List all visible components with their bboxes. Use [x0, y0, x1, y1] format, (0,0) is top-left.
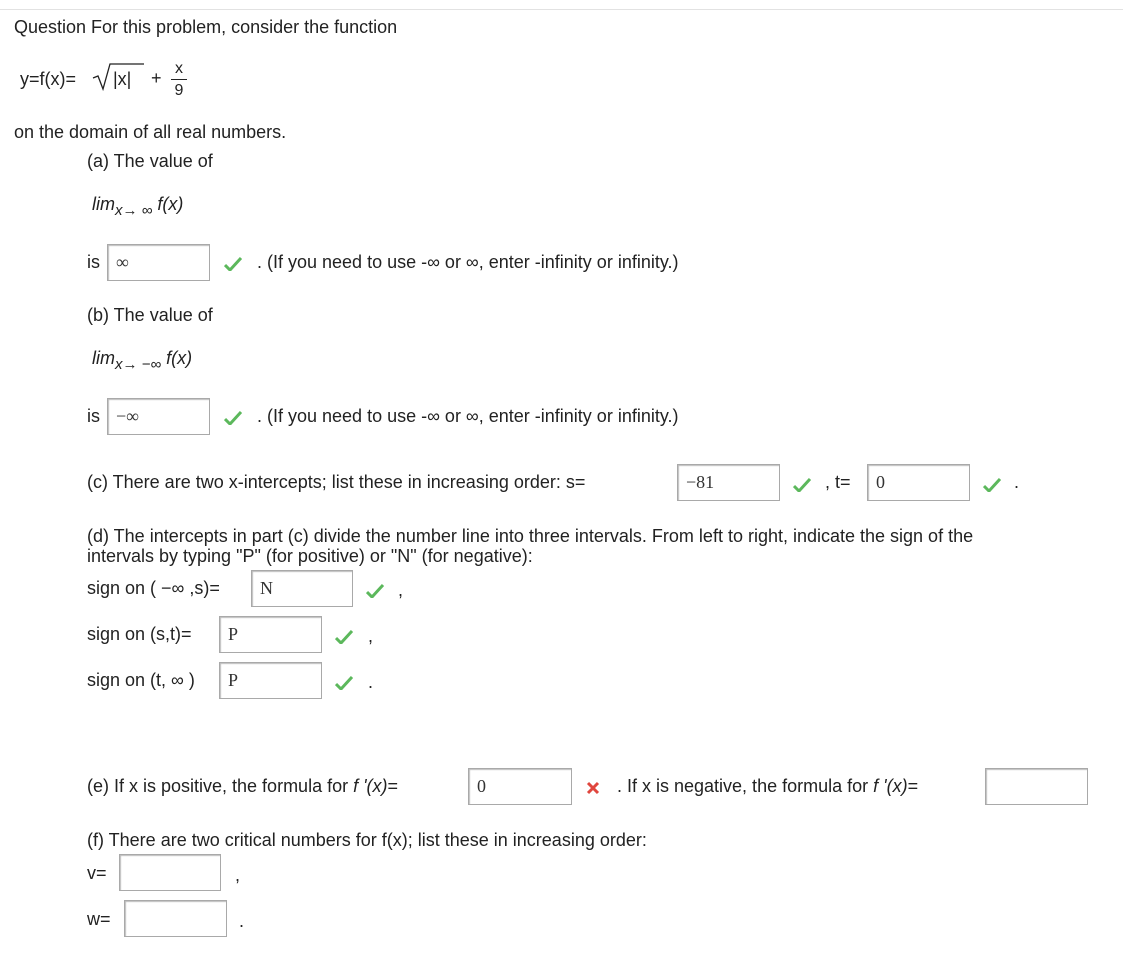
- part-a-intro: (a) The value of: [87, 151, 213, 171]
- part-b-answer-input[interactable]: −∞: [107, 398, 210, 435]
- sign2-input[interactable]: P: [219, 616, 322, 653]
- fraction-denominator: 9: [174, 82, 184, 99]
- check-icon: [224, 257, 242, 271]
- top-divider: [0, 9, 1123, 10]
- domain-text: on the domain of all real numbers.: [14, 122, 287, 142]
- v-input[interactable]: [119, 854, 221, 891]
- part-e-negative-text: . If x is negative, the formula for f '(x)=: [617, 776, 919, 796]
- part-a-answer-input[interactable]: ∞: [107, 244, 210, 281]
- cross-icon: [586, 781, 600, 795]
- function-plus: +: [151, 68, 162, 88]
- part-e-positive-text: (e) If x is positive, the formula for f '(x)=: [87, 776, 399, 796]
- part-e-negative-input[interactable]: [985, 768, 1088, 805]
- part-a-is-label: is: [87, 252, 100, 272]
- sign3-period: .: [368, 672, 374, 692]
- check-icon: [793, 478, 811, 492]
- part-c-t-input[interactable]: 0: [867, 464, 970, 501]
- part-c-period: .: [1014, 472, 1020, 492]
- sign2-comma: ,: [368, 626, 374, 646]
- w-label: w=: [87, 909, 111, 929]
- part-a-note: . (If you need to use -∞ or ∞, enter -infinity or infinity.): [257, 252, 679, 272]
- sign1-label: sign on ( −∞ ,s)=: [87, 578, 220, 598]
- part-b-note: . (If you need to use -∞ or ∞, enter -infinity or infinity.): [257, 406, 679, 426]
- check-icon: [983, 478, 1001, 492]
- sign2-label: sign on (s,t)=: [87, 624, 192, 644]
- check-icon: [335, 676, 353, 690]
- check-icon: [335, 630, 353, 644]
- part-c-text: (c) There are two x-intercepts; list these in increasing order: s=: [87, 472, 586, 492]
- part-d-line2: intervals by typing "P" (for positive) or "N" (for negative):: [87, 546, 533, 566]
- sign3-input[interactable]: P: [219, 662, 322, 699]
- w-input[interactable]: [124, 900, 227, 937]
- function-radicand: |x|: [113, 69, 132, 89]
- v-label: v=: [87, 863, 107, 883]
- sign1-input[interactable]: N: [251, 570, 353, 607]
- part-c-t-label: , t=: [825, 472, 851, 492]
- check-icon: [224, 411, 242, 425]
- part-c-s-input[interactable]: −81: [677, 464, 780, 501]
- v-comma: ,: [235, 865, 241, 885]
- part-d-line1: (d) The intercepts in part (c) divide the number line into three intervals. From left to right, indicate the sign of the: [87, 526, 974, 546]
- part-b-is-label: is: [87, 406, 100, 426]
- sign3-label: sign on (t, ∞ ): [87, 670, 195, 690]
- fraction-numerator: x: [175, 60, 183, 77]
- part-b-limit: $\lim_{x\to -\infty} f(x)$: [92, 348, 193, 373]
- part-e-positive-input[interactable]: 0: [468, 768, 572, 805]
- w-period: .: [239, 911, 245, 931]
- sign1-comma: ,: [398, 580, 404, 600]
- fraction-bar: [171, 79, 187, 80]
- check-icon: [366, 584, 384, 598]
- question-text: Question For this problem, consider the function: [14, 17, 398, 37]
- function-lhs: y=f(x)=: [20, 69, 77, 89]
- part-a-limit: $\lim_{x\to \infty} f(x)$: [92, 194, 184, 219]
- part-b-intro: (b) The value of: [87, 305, 213, 325]
- part-f-text: (f) There are two critical numbers for f(x); list these in increasing order:: [87, 830, 647, 850]
